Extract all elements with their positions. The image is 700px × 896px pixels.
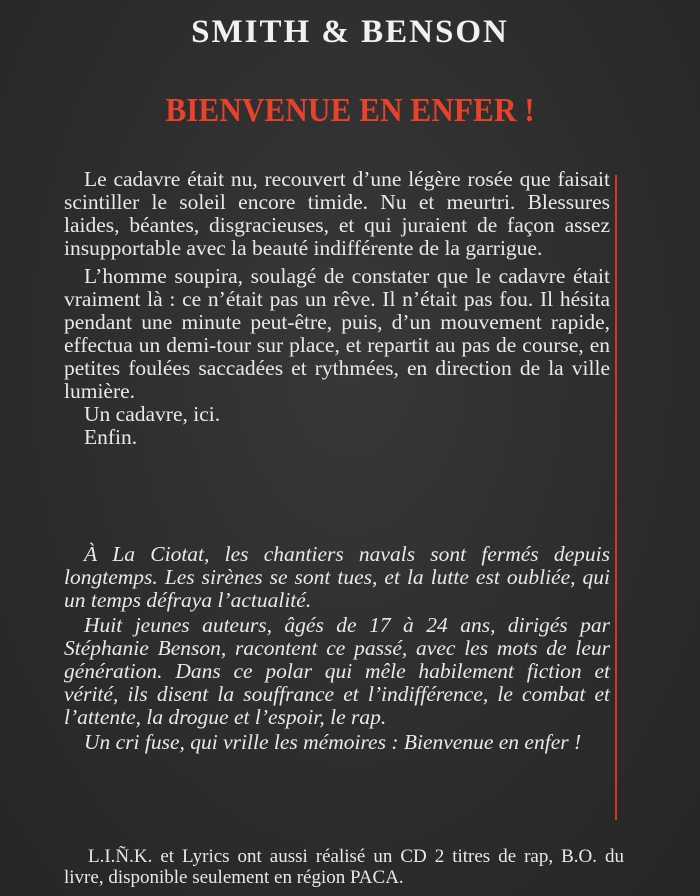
excerpt-line: Un cadavre, ici. bbox=[84, 402, 221, 426]
blurb-paragraph: À La Ciotat, les chantiers navals sont fermés depuis longtemps. Les sirènes se sont tues, et la lutte est oubliée, qui un temps défraya l’actualité. bbox=[64, 542, 610, 612]
author-name: SMITH & BENSON bbox=[191, 14, 509, 50]
blurb-paragraph: Un cri fuse, qui vrille les mémoires : Bienvenue en enfer ! bbox=[84, 730, 582, 754]
excerpt-line: Enfin. bbox=[84, 425, 138, 449]
blurb-paragraph: Huit jeunes auteurs, âgés de 17 à 24 ans, dirigés par Stéphanie Benson, racontent ce passé, avec les mots de leur génération. Dans ce polar qui mêle habilement fiction et vérité, ils disent la souffrance et l’indifférence, le combat et l’attente, la drogue et l’espoir, le rap. bbox=[64, 613, 610, 729]
red-vertical-rule bbox=[615, 175, 617, 820]
back-cover-blurb bbox=[64, 543, 610, 754]
footer-note: L.I.Ñ.K. et Lyrics ont aussi réalisé un CD 2 titres de rap, B.O. du livre, disponible seulement en région PACA. bbox=[64, 846, 624, 888]
book-title: BIENVENUE EN ENFER ! bbox=[165, 92, 535, 129]
excerpt-paragraph: Le cadavre était nu, recouvert d’une légère rosée que faisait scintiller le soleil encore timide. Nu et meurtri. Blessures laides, béantes, disgracieuses, et qui juraient de façon assez insupportable avec la beauté indifférente de la garrigue. bbox=[64, 167, 610, 260]
excerpt-text bbox=[64, 168, 610, 449]
excerpt-paragraph: L’homme soupira, soulagé de constater que le cadavre était vraiment là : ce n’était pas un rêve. Il n’était pas fou. Il hésita pendant une minute peut-être, puis, d’un mouvement rapide, effectua un demi-tour sur place, et repartit au pas de course, en petites foulées saccadées et rythmées, en direction de la ville lumière. bbox=[64, 264, 610, 403]
